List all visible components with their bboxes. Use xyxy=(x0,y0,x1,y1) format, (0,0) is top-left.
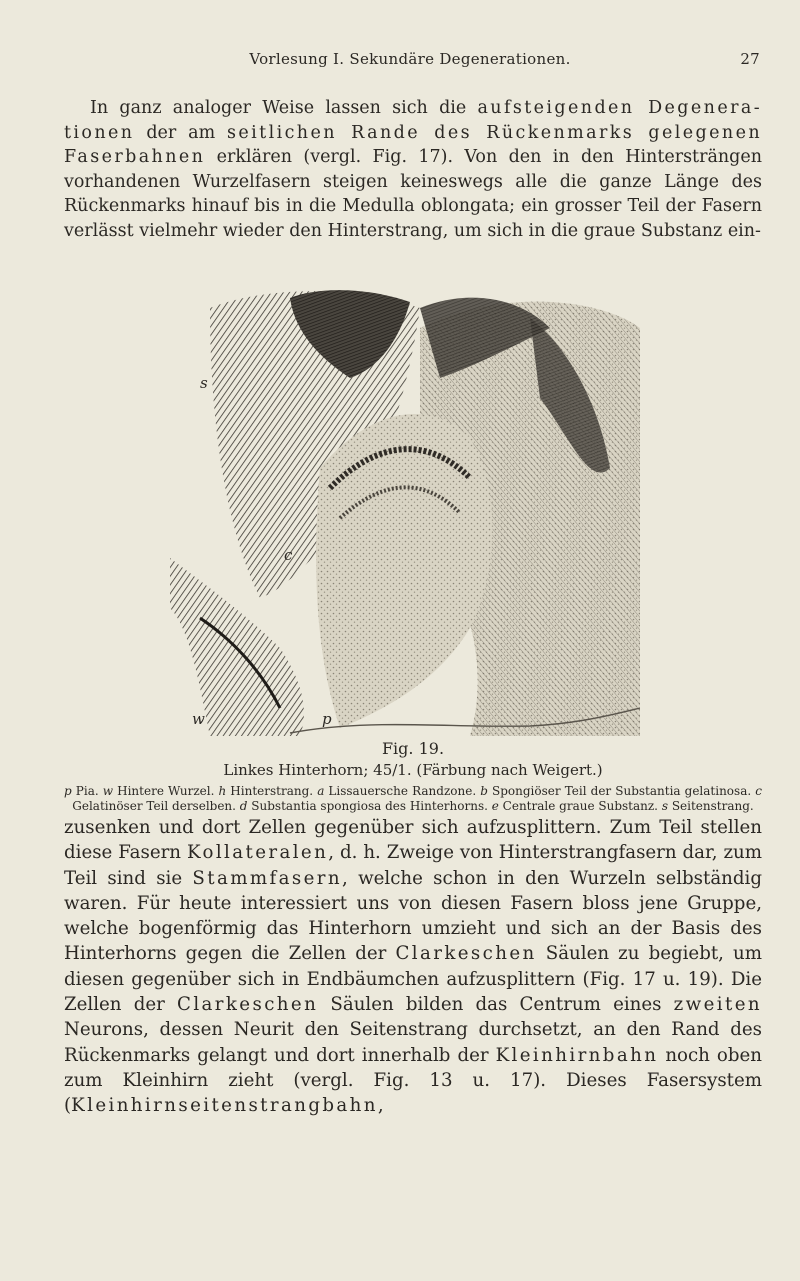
text-run: In ganz analoger Weise lassen sich die xyxy=(90,98,478,118)
legend-key: b xyxy=(480,784,488,798)
text-run: zusenken und dort Zellen gegenüber sich aufzusplittern. Zum Teil stellen diese Fasern xyxy=(64,817,762,864)
paragraph-2 xyxy=(64,815,762,1119)
legend-key: a xyxy=(317,784,325,798)
legend-text: Hintere Wurzel. xyxy=(113,784,219,798)
spaced-term: Clarkeschen xyxy=(395,943,537,965)
legend-text: Seitenstrang. xyxy=(668,799,754,813)
figure-caption xyxy=(64,738,762,781)
running-head xyxy=(60,50,760,72)
figure-legend xyxy=(64,784,762,814)
legend-key: d xyxy=(239,799,248,813)
text-run: Säulen zu begiebt, um diesen gegenüber sich in Endbäumchen aufzusplittern (Fig. 17 u. 19). Die Zellen der xyxy=(64,943,762,1016)
figure-label-w: w xyxy=(192,710,205,728)
text-run: noch oben zum Kleinhirn zieht (vergl. Fig. 13 u. 17). Dieses Fasersystem ( xyxy=(64,1044,762,1117)
legend-key: s xyxy=(661,799,668,813)
legend-text: Centrale graue Substanz. xyxy=(498,799,662,813)
legend-text: Gelatinöser Teil derselben. xyxy=(72,799,240,813)
text-run: Neurons, dessen Neurit den Seitenstrang durchsetzt, an den Rand des Rückenmarks gelangt und dort innerhalb der xyxy=(64,1019,762,1066)
legend-text: Pia. xyxy=(71,784,103,798)
spaced-term: zweiten xyxy=(673,994,762,1016)
spaced-term: Stammfasern xyxy=(192,867,342,889)
legend-text: Hinterstrang. xyxy=(226,784,318,798)
legend-key: h xyxy=(218,784,227,798)
spaced-term: Kollateralen xyxy=(186,842,329,864)
figure-label-p: p xyxy=(322,710,332,728)
spaced-term: seitlichen Rande des Rückenmarks gelegenen Faserbahnen xyxy=(64,122,763,167)
text-run: erklären (vergl. Fig. 17). Von den in den Hintersträngen vorhandenen Wurzelfasern steigen keineswegs alle die ganze Länge des Rückenmarks hinauf bis in die Medulla oblongata; ein grosser Teil der Fasern verlässt vielmehr wieder den Hinterstrang, um sich in die graue Substanz ein- xyxy=(64,147,762,241)
page-number: 27 xyxy=(740,50,760,68)
legend-text: Lissauersche Randzone. xyxy=(324,784,481,798)
legend-key: p xyxy=(64,784,72,798)
legend-text: Substantia spongiosa des Hinterhorns. xyxy=(247,799,492,813)
paragraph-1 xyxy=(64,96,762,243)
posterior-horn-drawing xyxy=(170,288,640,736)
legend-key: e xyxy=(491,799,499,813)
figure-label-s: s xyxy=(200,374,208,392)
text-run: Säulen bilden das Centrum eines xyxy=(318,994,674,1016)
text-run: der am xyxy=(134,122,228,143)
text-run: , welche schon in den Wurzeln selbständig waren. Für heute interessiert uns von diesen Fasern bloss jene Gruppe, welche bogenförmig das Hinterhorn umzieht und sich an der Basis des Hinterhorns gegen die Zellen der xyxy=(64,867,762,965)
spaced-term: Kleinhirnbahn xyxy=(495,1044,659,1066)
legend-key: c xyxy=(755,784,762,798)
figure-label-c: c xyxy=(284,546,293,564)
running-title: Vorlesung I. Sekundäre Degenerationen. xyxy=(249,50,571,68)
figure-subtitle: Linkes Hinterhorn; 45/1. (Färbung nach Weigert.) xyxy=(223,761,603,779)
spaced-term: Kleinhirnseitenstrangbahn xyxy=(71,1095,378,1117)
spaced-term: Clarkeschen xyxy=(177,994,319,1016)
legend-key: w xyxy=(102,784,114,798)
figure-number: Fig. 19. xyxy=(381,739,445,758)
spaced-term: aufsteigenden Degenera-tionen xyxy=(64,98,763,143)
text-run: , d. h. Zweige von Hinterstrangfasern dar, zum Teil sind sie xyxy=(64,842,762,889)
legend-text: Spongiöser Teil der Substantia gelatinosa. xyxy=(487,784,756,798)
text-run: , xyxy=(377,1095,384,1117)
figure-illustration xyxy=(170,288,640,736)
